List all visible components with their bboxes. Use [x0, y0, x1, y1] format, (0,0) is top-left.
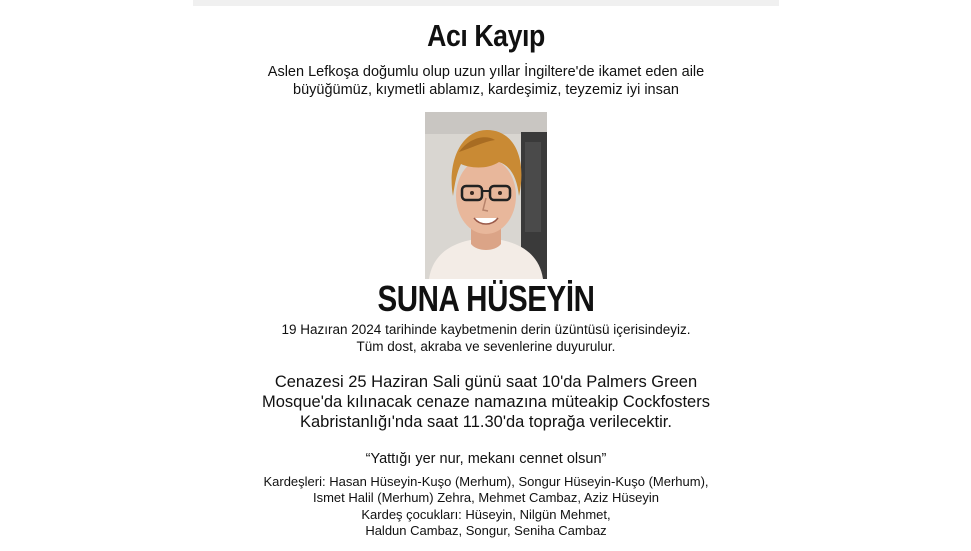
deceased-name: SUNA HÜSEYİN [377, 278, 595, 319]
headline: Acı Kayıp [427, 18, 545, 53]
family-line: Ismet Halil (Merhum) Zehra, Mehmet Cambaz, Aziz Hüseyin [312, 490, 660, 506]
funeral-line: Mosque'da kılınacak cenaze namazına müteakip Cockfosters [262, 393, 710, 411]
intro-line: büyüğümüz, kıymetli ablamız, kardeşimiz, teyzemiz iyi insan [293, 82, 679, 98]
family-line: Kardeşleri: Hasan Hüseyin-Kuşo (Merhum), Songur Hüseyin-Kuşo (Merhum), [263, 474, 709, 489]
portrait-illustration [425, 112, 547, 279]
intro-text [193, 63, 779, 99]
photo-eye [470, 191, 474, 195]
funeral-line: Kabristanlığı'nda saat 11.30'da toprağa verilecektir. [300, 413, 672, 431]
funeral-details [193, 372, 779, 432]
announcement-text [193, 321, 779, 355]
family-line: Haldun Cambaz, Songur, Seniha Cambaz [365, 522, 607, 538]
announcement-line: Tüm dost, akraba ve sevenlerine duyurulur. [356, 339, 616, 354]
portrait-photo-icon [425, 112, 547, 279]
obituary-notice [193, 0, 779, 551]
photo-eye [498, 191, 502, 195]
family-list [193, 474, 779, 539]
family-line: Kardeş çocukları: Hüseyin, Nilgün Mehmet, [361, 506, 611, 522]
intro-line: Aslen Lefkoşa doğumlu olup uzun yıllar İngiltere'de ikamet eden aile [267, 64, 705, 80]
announcement-line: 19 Hazıran 2024 tarihinde kaybetmenin derin üzüntüsü içerisindeyiz. [281, 322, 691, 337]
funeral-line: Cenazesi 25 Haziran Sali günü saat 10'da Palmers Green [274, 373, 698, 391]
photo-door [525, 142, 541, 232]
prayer-quote: “Yattığı yer nur, mekanı cennet olsun” [365, 451, 607, 467]
